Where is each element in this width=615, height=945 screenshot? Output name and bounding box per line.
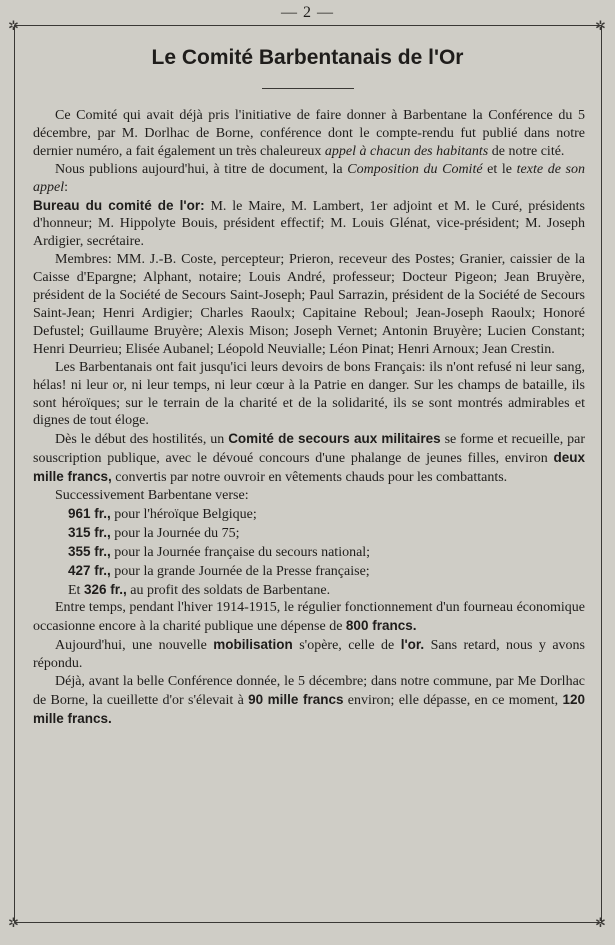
corner-ornament-icon: ✲ bbox=[595, 915, 606, 930]
paragraph-mobilisation: Aujourd'hui, une nouvelle mobilisation s'opère, celle de l'or. Sans retard, nous y avons répondu. bbox=[33, 637, 586, 672]
article-title: Le Comité Barbentanais de l'Or bbox=[151, 46, 464, 69]
corner-ornament-icon: ✲ bbox=[595, 18, 606, 33]
title-underline bbox=[262, 88, 354, 89]
article-body bbox=[33, 107, 585, 729]
amount-line: 427 fr., pour la grande Journée de la Presse française; bbox=[68, 562, 370, 579]
paragraph-bureau: Bureau du comité de l'or: M. le Maire, M. Lambert, 1er adjoint et M. le Curé, présidents d'honneur; M. Hippolyte Bouis, président effectif; M. Louis Glénat, vice-président; M. Joseph Ardigier, secrétaire. bbox=[33, 197, 586, 250]
paragraph-cueillette: Déjà, avant la belle Conférence donnée, le 5 décembre; dans notre commune, par Me Dorlhac de Borne, la cueillette d'or s'élevait à 90 mille francs environ; elle dépasse, en ce moment, 120 mille francs. bbox=[33, 674, 585, 726]
paragraph-verse: Successivement Barbentane verse: bbox=[55, 488, 249, 504]
amount-line: 315 fr., pour la Journée du 75; bbox=[68, 524, 240, 541]
corner-ornament-icon: ✲ bbox=[8, 18, 19, 33]
paragraph-devoirs: Les Barbentanais ont fait jusqu'ici leurs devoirs de bons Français: ils n'ont refusé ni leur sang, hélas! ni leur or, ni leur temps, ni leur cœur à la Patrie en danger. Sur les champs de bataille, ils sont héroïques; sur le terrain de la charité et de la solidarité, ils se sont montrés admirables et dignes de tout éloge. bbox=[33, 359, 585, 429]
paragraph-publication: Nous publions aujourd'hui, à titre de document, la Composition du Comité et le texte de son appel: bbox=[33, 161, 585, 195]
paragraph-membres: Membres: MM. J.-B. Coste, percepteur; Prieron, receveur des Postes; Granier, caissier de la Caisse d'Epargne; Alphant, notaire; Louis André, professeur; Docteur Pigeon; Jean Bruyère, président de la Société de Secours Saint-Joseph; Paul Sarrazin, président de la Société de Secours Saint-Jean; Henri Ardigier; Charles Raoulx; Capitaine Reboul; Jean-Joseph Raoulx; Honoré Defustel; Guillaume Bruyère; Alexis Mison; Joseph Vernet; Antonin Bruyère; Lucien Constant; Henri Deurrieu; Elisée Aubanel; Léopold Neuvialle; Léon Pinat; Henri Arnoux; Jean Crestin. bbox=[33, 252, 585, 357]
corner-ornament-icon: ✲ bbox=[8, 915, 19, 930]
paragraph-fourneau: Entre temps, pendant l'hiver 1914-1915, le régulier fonctionnement d'un fourneau économique occasionne encore à la charité publique une dépense de 800 francs. bbox=[33, 600, 585, 635]
top-border-rule bbox=[14, 25, 602, 26]
bottom-border-rule bbox=[14, 922, 602, 923]
amount-line: Et 326 fr., au profit des soldats de Barbentane. bbox=[68, 581, 331, 598]
left-border-rule bbox=[14, 25, 15, 922]
paragraph-intro: Ce Comité qui avait déjà pris l'initiative de faire donner à Barbentane la Conférence du 5 décembre, par M. Dorlhac de Borne, conférence dont le compte-rendu fut publié dans notre dernier numéro, a fait également un très chaleureux appel à chacun des habitants de notre cité. bbox=[33, 108, 585, 159]
paragraph-secours: Dès le début des hostilités, un Comité de secours aux militaires se forme et recueille, par souscription publique, avec le dévoué concours d'une phalange de jeunes filles, environ deux mille francs, convertis par notre ouvroir en vêtements chauds pour les combattants. bbox=[33, 431, 585, 486]
amount-line: 355 fr., pour la Journée française du secours national; bbox=[68, 543, 371, 560]
right-border-rule bbox=[601, 25, 602, 922]
page-number: — 2 — bbox=[281, 4, 334, 21]
amount-line: 961 fr., pour l'héroïque Belgique; bbox=[68, 505, 257, 522]
